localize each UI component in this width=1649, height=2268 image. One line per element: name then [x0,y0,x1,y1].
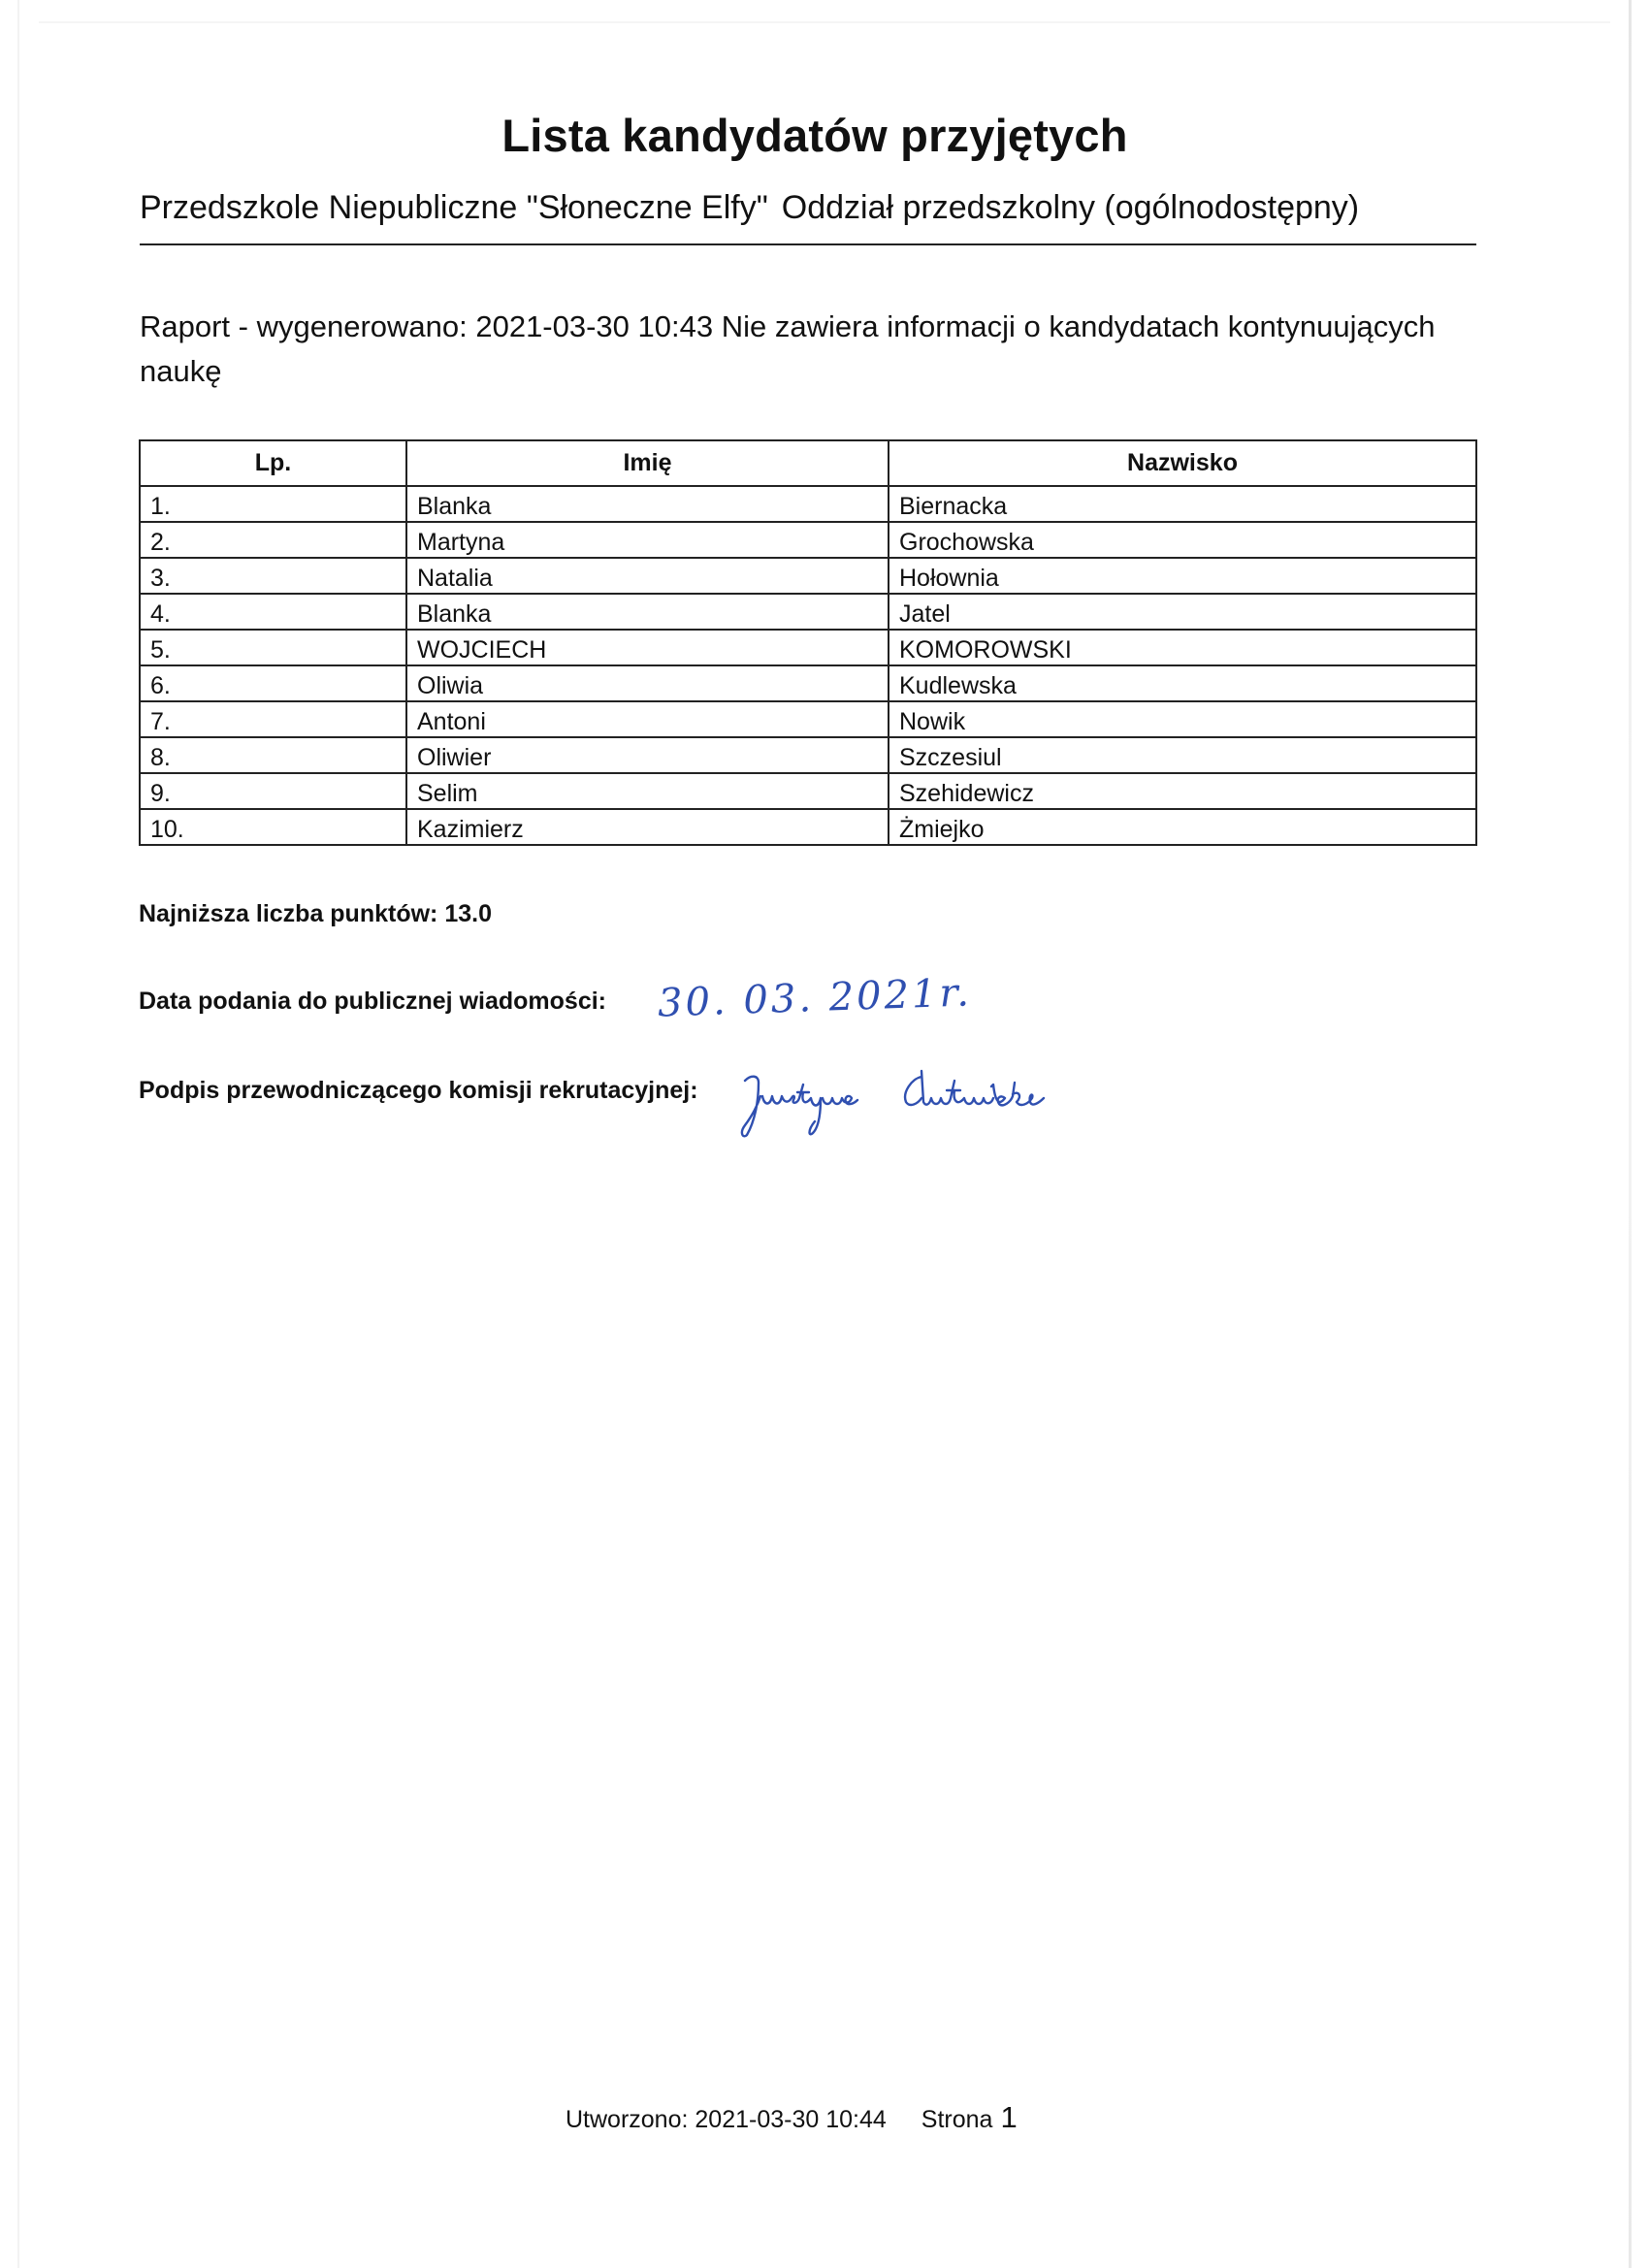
scan-edge-right [1629,0,1632,2268]
report-note: Raport - wygenerowano: 2021-03-30 10:43 Nie zawiera informacji o kandydatach kontynuujących naukę [140,309,1436,388]
candidates-table [139,439,1477,846]
cell-nazwisko: KOMOROWSKI [889,630,1476,665]
cell-imie: Martyna [406,522,889,558]
cell-nazwisko: Szehidewicz [889,773,1476,809]
cell-lp: 2. [140,522,406,558]
cell-imie: WOJCIECH [406,630,889,665]
column-header-lp: Lp. [140,440,406,486]
cell-nazwisko: Hołownia [889,558,1476,594]
table-row [140,773,1476,809]
cell-lp: 9. [140,773,406,809]
document-title: Lista kandydatów przyjętych [501,110,1128,161]
cell-nazwisko: Kudlewska [889,665,1476,701]
cell-lp: 5. [140,630,406,665]
cell-imie: Antoni [406,701,889,737]
cell-nazwisko: Szczesiul [889,737,1476,773]
table-row [140,630,1476,665]
cell-lp: 6. [140,665,406,701]
table-row [140,737,1476,773]
page-footer [566,2100,1018,2135]
table-row [140,665,1476,701]
scan-edge-left [17,0,19,2268]
cell-lp: 7. [140,701,406,737]
cell-lp: 10. [140,809,406,845]
column-header-nazwisko: Nazwisko [889,440,1476,486]
cell-nazwisko: Jatel [889,594,1476,630]
cell-imie: Natalia [406,558,889,594]
table-row [140,522,1476,558]
cell-nazwisko: Żmiejko [889,809,1476,845]
column-header-imie: Imię [406,440,889,486]
lowest-points: Najniższa liczba punktów: 13.0 [139,900,492,927]
cell-imie: Blanka [406,486,889,522]
document-subtitle [140,189,1478,227]
cell-lp: 8. [140,737,406,773]
table-row [140,594,1476,630]
cell-nazwisko: Biernacka [889,486,1476,522]
publication-date-label: Data podania do publicznej wiadomości: [139,988,606,1015]
signature-label: Podpis przewodniczącego komisji rekrutacyjnej: [139,1077,698,1104]
cell-nazwisko: Nowik [889,701,1476,737]
created-timestamp: Utworzono: 2021-03-30 10:44 [566,2106,887,2133]
cell-nazwisko: Grochowska [889,522,1476,558]
cell-imie: Oliwier [406,737,889,773]
page-label: Strona [921,2106,993,2133]
cell-imie: Oliwia [406,665,889,701]
cell-imie: Blanka [406,594,889,630]
scan-edge-top [39,21,1610,23]
handwritten-signature [737,1063,1116,1141]
cell-imie: Selim [406,773,889,809]
page-number: 1 [1000,2100,1018,2134]
cell-lp: 1. [140,486,406,522]
header-divider [140,243,1476,245]
table-row [140,558,1476,594]
table-row [140,701,1476,737]
cell-imie: Kazimierz [406,809,889,845]
table-row [140,486,1476,522]
table-header-row [140,440,1476,486]
cell-lp: 4. [140,594,406,630]
table-row [140,809,1476,845]
cell-lp: 3. [140,558,406,594]
handwritten-publication-date: 30. 03. 2021r. [657,970,973,1026]
school-name: Przedszkole Niepubliczne "Słoneczne Elfy" [140,189,768,226]
department-name: Oddział przedszkolny (ogólnodostępny) [781,189,1360,226]
table-body [140,486,1476,845]
